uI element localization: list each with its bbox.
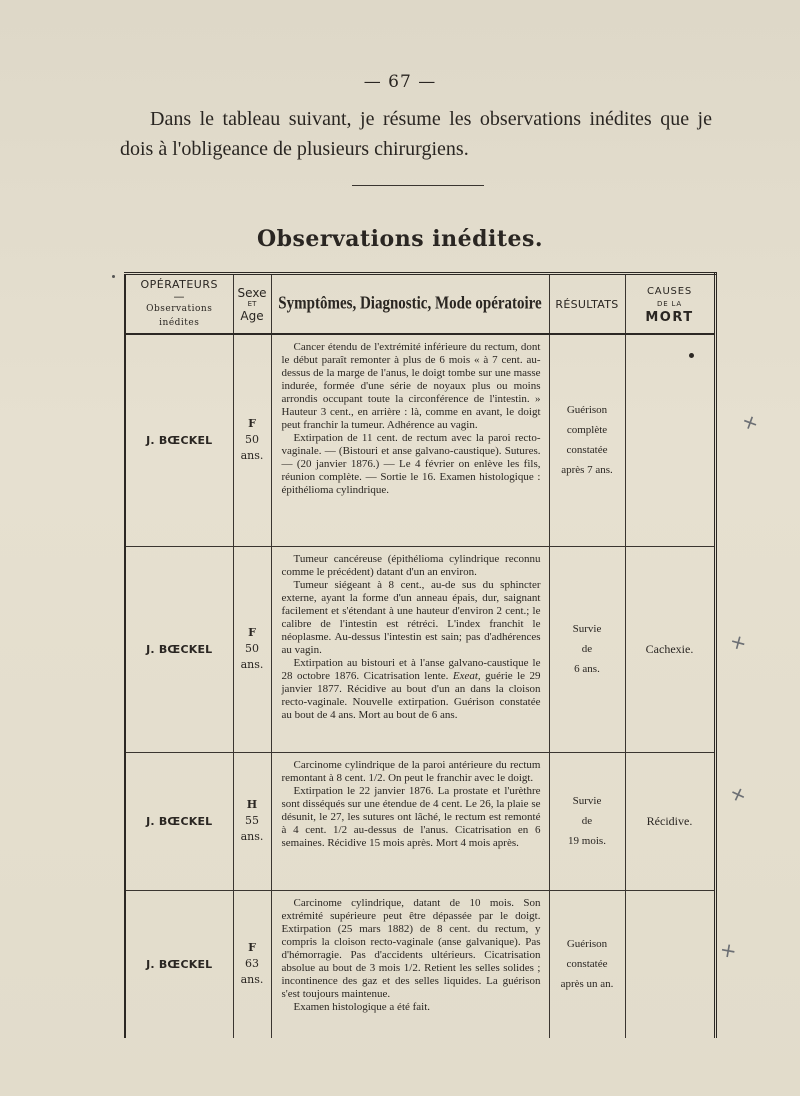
age-value: 50 bbox=[245, 433, 259, 447]
separator-rule bbox=[352, 185, 484, 186]
resultat-cell bbox=[549, 752, 625, 890]
header-resultats: RÉSULTATS bbox=[549, 274, 625, 335]
symptomes-paragraph: Tumeur siégeant à 8 cent., au-de sus du sphincter externe, ayant la forme d'un anneau épais, dur, saignant facilement et s'étendant à une hauteur d'environ 2 cent.; le calibre de l'intestin est rétréci. L'index franchit le néoplasme. Au-dessus l'intestin est sain; pas d'adhérences au vagin. bbox=[281, 578, 541, 656]
header-causes-dela: DE LA bbox=[657, 299, 682, 308]
header-age-label: Age bbox=[240, 308, 264, 323]
table-header-row bbox=[125, 274, 715, 335]
observations-table bbox=[124, 272, 717, 1038]
sexe-age-cell bbox=[233, 334, 271, 546]
symptomes-paragraph: Carcinome cylindrique, datant de 10 mois. Son extrémité supérieure peut être dépassée par le doigt. Extirpation (25 mars 1882) de 8 cent. du rectum, y compris la cloison recto-vaginale (anse galvanique). Pas d'hémorragie. Pas d'accidents ultérieurs. Cicatrisation absolue au bout de 3 mois 1/2. Retient les selles solides ; incontinence des gaz et des selles liquides. La guérison s'est toujours maintenue. bbox=[281, 896, 541, 1000]
symptomes-text: Extirpation au bistouri et à l'anse galvano-caustique le 28 octobre 1876. Cicatrisation lente. bbox=[281, 656, 541, 682]
sexe-value: F bbox=[248, 626, 256, 639]
section-title: Observations inédites. bbox=[256, 226, 544, 252]
header-causes bbox=[625, 274, 715, 335]
cause-cell bbox=[625, 890, 715, 1038]
header-sexe-age bbox=[233, 274, 271, 335]
resultat-line: de bbox=[581, 815, 593, 827]
table-row bbox=[125, 890, 715, 1038]
resultat-line: 19 mois. bbox=[568, 835, 606, 847]
header-operateurs-dash: — bbox=[173, 290, 185, 303]
header-sexe-label: Sexe bbox=[237, 285, 267, 300]
header-operateurs-label: OPÉRATEURS bbox=[140, 278, 218, 291]
age-unit: ans. bbox=[240, 449, 264, 463]
symptomes-cell bbox=[271, 890, 549, 1038]
page-number: — 67 — bbox=[363, 72, 437, 92]
sexe-value: H bbox=[246, 798, 258, 811]
table-row bbox=[125, 752, 715, 890]
sexe-age-cell bbox=[233, 546, 271, 752]
intro-paragraph: Dans le tableau suivant, je résume les observations inédites que je dois à l'obligeance de plusieurs chirurgiens. bbox=[120, 108, 712, 160]
resultat-line: Survie bbox=[572, 623, 602, 635]
resultat-line: constatée bbox=[566, 444, 608, 457]
table-row bbox=[125, 546, 715, 752]
header-sexe-et: ET bbox=[247, 299, 257, 308]
age-value: 50 bbox=[245, 642, 259, 655]
symptomes-text: guérie le 29 janvier 1877. Récidive au bout d'un an dans la cloison recto-vaginale. Nouvelle extirpation. Guérison constatée au bout de 4 ans. Mort au bout de 6 ans. bbox=[281, 669, 541, 721]
header-symptomes-label: Symptômes, Diagnostic, Mode opératoire bbox=[278, 293, 542, 313]
age-value: 63 bbox=[245, 957, 259, 971]
age-unit: ans. bbox=[240, 973, 264, 987]
symptomes-cell bbox=[271, 546, 549, 752]
resultat-line: Guérison bbox=[566, 404, 608, 417]
header-operateurs-sub: Observations inédites bbox=[146, 304, 213, 328]
ink-dot bbox=[689, 353, 694, 358]
symptomes-paragraph bbox=[282, 657, 541, 722]
resultat-line: après un an. bbox=[560, 978, 614, 991]
sexe-age-cell bbox=[233, 752, 271, 890]
symptomes-paragraph: Examen histologique a été fait. bbox=[293, 1000, 431, 1013]
symptomes-paragraph: Extirpation le 22 janvier 1876. La prostate et l'urèthre sont disséqués sur une étendue de 4 cent. Le 26, la plaie se désunit, le 27, les sutures ont lâché, le rectum est remonté à 4 cent. 1/2 au-dessus de l'anus. Cicatrisation en 6 semaines. Récidive 15 mois après. Mort 4 mois après. bbox=[281, 784, 541, 849]
resultat-line: après 7 ans. bbox=[561, 464, 613, 477]
header-operateurs bbox=[125, 274, 233, 335]
stray-dot bbox=[112, 275, 115, 278]
resultat-line: Survie bbox=[572, 795, 602, 807]
cause-cell bbox=[625, 334, 715, 546]
sexe-age-cell bbox=[233, 890, 271, 1038]
sexe-value: F bbox=[248, 941, 256, 955]
operateur-cell: J. BŒCKEL bbox=[125, 334, 233, 546]
symptomes-cell bbox=[271, 752, 549, 890]
header-causes-mort: MORT bbox=[645, 309, 694, 325]
sexe-value: F bbox=[248, 417, 256, 431]
resultat-line: complète bbox=[566, 424, 608, 437]
operateur-cell: J. BŒCKEL bbox=[125, 546, 233, 752]
resultat-cell bbox=[549, 890, 625, 1038]
resultat-cell bbox=[549, 546, 625, 752]
header-symptomes bbox=[271, 274, 549, 335]
symptomes-paragraph: Tumeur cancéreuse (épithélioma cylindrique reconnu comme le précédent) datant d'un an environ. bbox=[281, 552, 541, 578]
age-value: 55 bbox=[245, 814, 259, 827]
table-row bbox=[125, 334, 715, 546]
margin-mark: + bbox=[738, 407, 763, 437]
cause-cell: Récidive. bbox=[625, 752, 715, 890]
header-causes-label: CAUSES bbox=[647, 285, 692, 297]
symptomes-paragraph: Cancer étendu de l'extrémité inférieure du rectum, dont le début paraît remonter à plus de 6 mois « à 7 cent. au-dessus de la marge de l'anus, le doigt tombe sur une masse indurée, formée d'une série de noyaux plus ou moins arrondis occupant toute la circonférence de l'intestin. » Hauteur 3 cent., en arrière : là, comme en avant, le doigt peut franchir la tumeur. Adhérence au vagin. bbox=[281, 341, 541, 431]
resultat-line: 6 ans. bbox=[574, 663, 600, 675]
resultat-line: de bbox=[581, 643, 593, 655]
margin-mark: + bbox=[718, 936, 739, 964]
age-unit: ans. bbox=[240, 830, 264, 843]
margin-mark: + bbox=[725, 779, 752, 809]
age-unit: ans. bbox=[240, 658, 264, 671]
symptomes-paragraph: Extirpation de 11 cent. de rectum avec la paroi recto-vaginale. — (Bistouri et anse galvano-caustique). Sutures. — (20 janvier 1876.) — Le 4 février on enlève les fils, réunion complète. — Sortie le 16. Examen histologique : épithélioma cylindrique. bbox=[281, 432, 541, 496]
cause-cell: Cachexie. bbox=[625, 546, 715, 752]
symptomes-cell bbox=[271, 334, 549, 546]
resultat-line: Guérison bbox=[566, 938, 608, 951]
resultat-cell bbox=[549, 334, 625, 546]
symptomes-exeat: Exeat, bbox=[452, 669, 481, 682]
symptomes-paragraph: Carcinome cylindrique de la paroi antérieure du rectum remontant à 8 cent. 1/2. On peut le franchir avec le doigt. bbox=[281, 758, 541, 784]
margin-mark: + bbox=[727, 628, 750, 656]
resultat-line: constatée bbox=[566, 958, 608, 971]
operateur-cell: J. BŒCKEL bbox=[146, 957, 213, 971]
operateur-cell: J. BŒCKEL bbox=[125, 752, 233, 890]
